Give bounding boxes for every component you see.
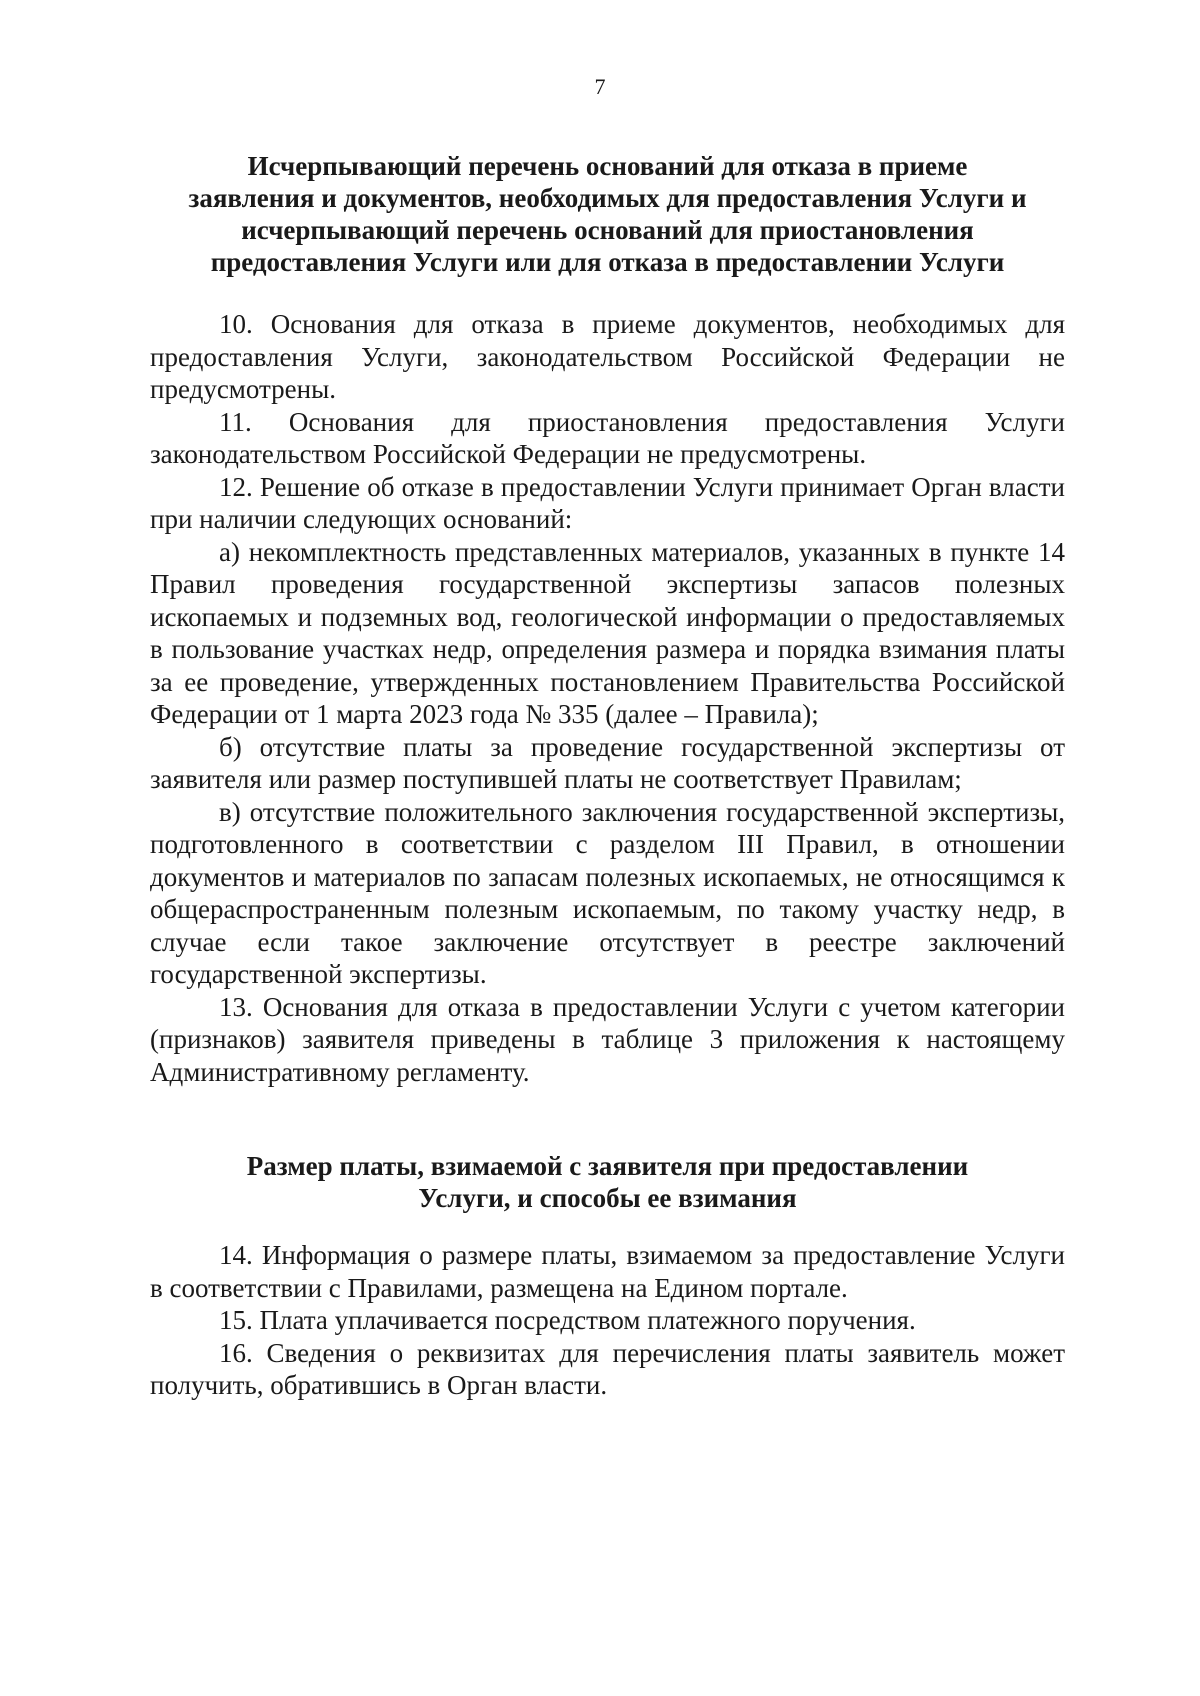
section-body-payment: [150, 1239, 1065, 1402]
subitem-v: в) отсутствие положительного заключения государственной экспертизы, подготовленного в соответствии с разделом III Правил, в отношении документов и материалов по запасам полезных ископаемых, не относящимся к общераспространенным полезным ископаемым, по такому участку недр, в случае если такое заключение отсутствует в реестре заключений государственной экспертизы.: [150, 796, 1065, 989]
paragraph-12: 12. Решение об отказе в предоставлении Услуги принимает Орган власти при наличии следующих оснований:: [150, 471, 1065, 534]
page-number: 7: [594, 74, 606, 99]
heading-line: Размер платы, взимаемой с заявителя при предоставлении: [246, 1151, 969, 1181]
paragraph-10: 10. Основания для отказа в приеме документов, необходимых для предоставления Услуги, законодательством Российской Федерации не предусмотрены.: [150, 309, 1065, 404]
paragraph-15: 15. Плата уплачивается посредством платежного поручения.: [219, 1305, 916, 1335]
heading-line: исчерпывающий перечень оснований для приостановления: [241, 215, 974, 245]
heading-line: предоставления Услуги или для отказа в предоставлении Услуги: [210, 247, 1005, 277]
subitem-b: б) отсутствие платы за проведение государственной экспертизы от заявителя или размер поступившей платы не соответствует Правилам;: [150, 731, 1065, 794]
heading-line: заявления и документов, необходимых для предоставления Услуги и: [188, 183, 1027, 213]
section-heading-payment: [150, 1150, 1065, 1214]
paragraph-13: 13. Основания для отказа в предоставлении Услуги с учетом категории (признаков) заявителя приведены в таблице 3 приложения к настоящему Административному регламенту.: [150, 991, 1065, 1087]
heading-line: Услуги, и способы ее взимания: [418, 1183, 797, 1213]
heading-line: Исчерпывающий перечень оснований для отказа в приеме: [247, 151, 968, 181]
subitem-a: а) некомплектность представленных материалов, указанных в пункте 14 Правил проведения государственной экспертизы запасов полезных ископаемых и подземных вод, геологической информации о предоставляемых в пользование участках недр, определения размера и порядка взимания платы за ее проведение, утвержденных постановлением Правительства Российской Федерации от 1 марта 2023 года № 335 (далее – Правила);: [150, 536, 1065, 729]
paragraph-16: 16. Сведения о реквизитах для перечисления платы заявитель может получить, обратившись в Орган власти.: [150, 1337, 1065, 1400]
section-body-refusal-grounds: [150, 308, 1065, 1088]
section-heading-refusal-grounds: [150, 150, 1065, 278]
paragraph-14: 14. Информация о размере платы, взимаемом за предоставление Услуги в соответствии с Правилами, размещена на Едином портале.: [150, 1240, 1065, 1303]
paragraph-11: 11. Основания для приостановления предоставления Услуги законодательством Российской Федерации не предусмотрены.: [150, 406, 1065, 469]
